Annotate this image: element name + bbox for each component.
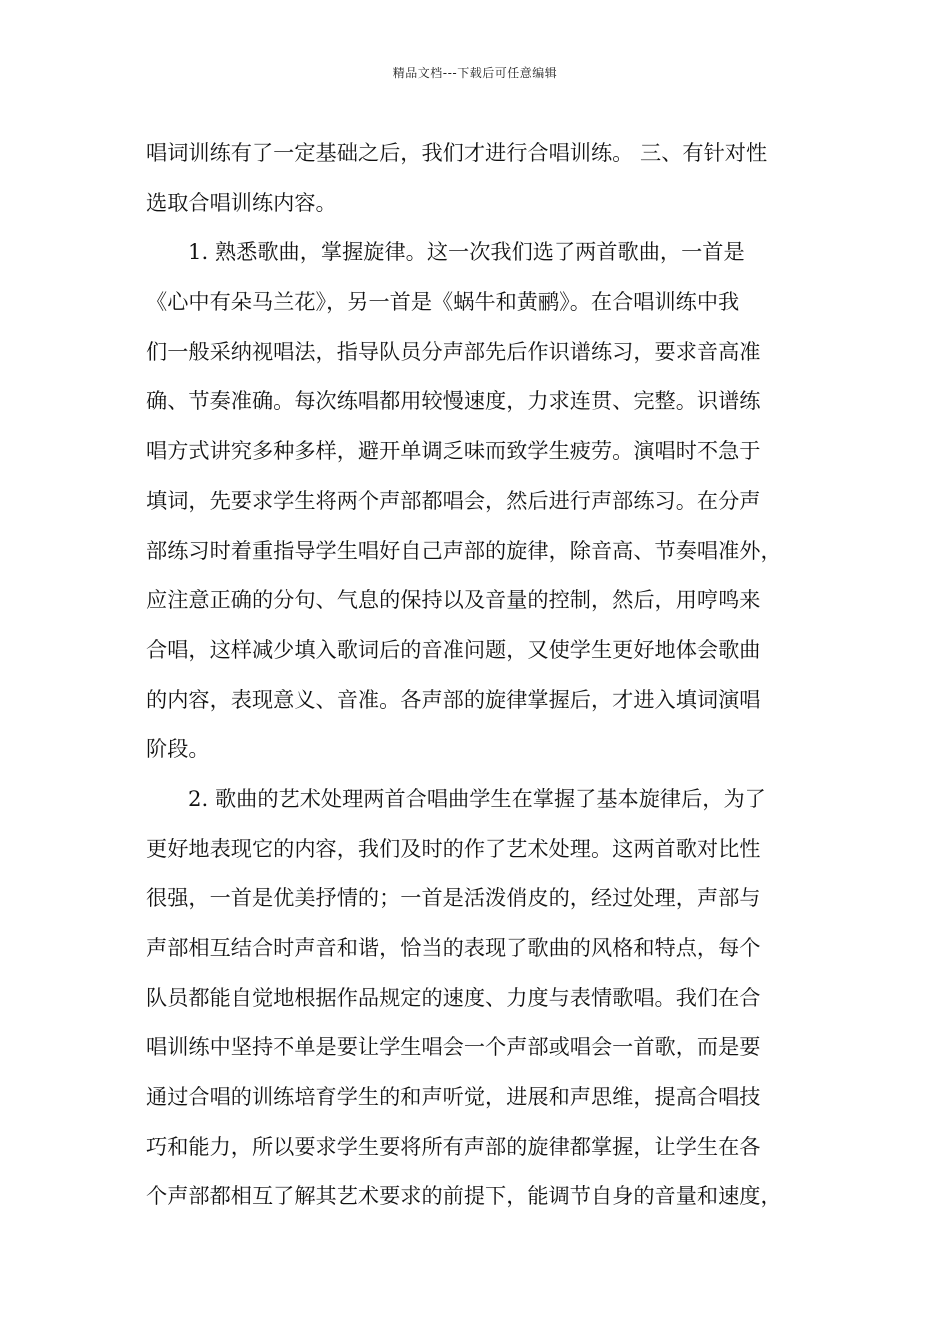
paragraph-1	[146, 128, 808, 227]
text-line: 们一般采纳视唱法，指导队员分声部先后作识谱练习，要求音高准	[146, 338, 761, 364]
paragraph-2	[146, 227, 808, 774]
text-line: 巧和能力，所以要求学生要将所有声部的旋律都掌握，让学生在各	[146, 1133, 761, 1159]
text-line: 队员都能自觉地根据作品规定的速度、力度与表情歌唱。我们在合	[146, 984, 761, 1010]
text-line: 确、节奏准确。每次练唱都用较慢速度，力求连贯、完整。识谱练	[146, 388, 761, 414]
text-line: 阶段。	[146, 736, 210, 762]
text-line: 合唱，这样减少填入歌词后的音准问题，又使学生更好地体会歌曲	[146, 636, 761, 662]
text-line: 《心中有朵马兰花》，另一首是《蜗牛和黄鹂》。在合唱训练中我	[146, 289, 740, 315]
text-line: 2. 歌曲的艺术处理两首合唱曲学生在掌握了基本旋律后，为了	[188, 785, 766, 811]
text-line: 填词，先要求学生将两个声部都唱会，然后进行声部练习。在分声	[146, 487, 761, 513]
text-line: 唱训练中坚持不单是要让学生唱会一个声部或唱会一首歌，而是要	[146, 1034, 761, 1060]
text-line: 部练习时着重指导学生唱好自己声部的旋律，除音高、节奏唱准外，	[146, 537, 782, 563]
text-line: 1. 熟悉歌曲，掌握旋律。这一次我们选了两首歌曲，一首是	[188, 239, 745, 265]
text-line: 唱词训练有了一定基础之后，我们才进行合唱训练。 三、有针对性	[146, 140, 768, 165]
text-line: 很强，一首是优美抒情的；一首是活泼俏皮的，经过处理，声部与	[146, 885, 761, 911]
text-line: 通过合唱的训练培育学生的和声听觉，进展和声思维，提高合唱技	[146, 1084, 761, 1110]
text-line: 应注意正确的分句、气息的保持以及音量的控制，然后，用哼鸣来	[146, 587, 761, 613]
paragraph-3	[146, 774, 808, 1221]
document-body	[146, 128, 808, 1221]
text-line: 更好地表现它的内容，我们及时的作了艺术处理。这两首歌对比性	[146, 835, 761, 861]
text-line: 声部相互结合时声音和谐，恰当的表现了歌曲的风格和特点，每个	[146, 935, 761, 960]
text-line: 的内容，表现意义、音准。各声部的旋律掌握后，才进入填词演唱	[146, 686, 761, 712]
page-header: 精品文档---下载后可任意编辑	[392, 66, 558, 80]
text-line: 个声部都相互了解其艺术要求的前提下，能调节自身的音量和速度，	[146, 1183, 782, 1209]
text-line: 选取合唱训练内容。	[146, 189, 337, 215]
text-line: 唱方式讲究多种多样，避开单调乏味而致学生疲劳。演唱时不急于	[146, 438, 761, 464]
